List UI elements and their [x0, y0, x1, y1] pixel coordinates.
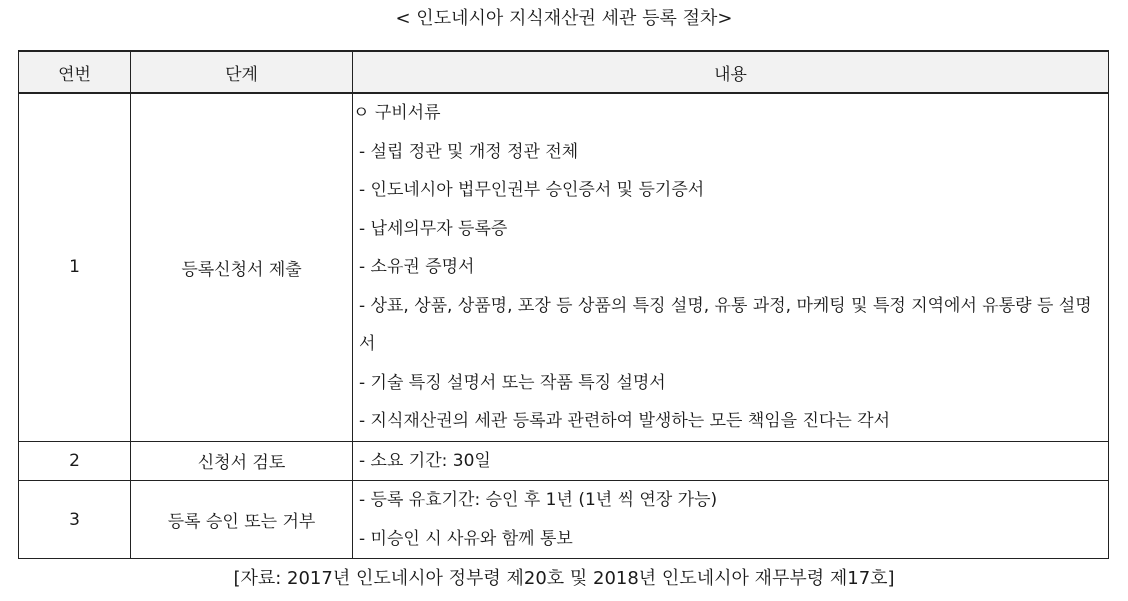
procedure-table [18, 50, 1109, 559]
row-number: 1 [19, 93, 131, 441]
content-line: - 소유권 증명서 [359, 257, 475, 277]
content-line: - 인도네시아 법무인권부 승인증서 및 등기증서 [359, 180, 705, 200]
table-row [19, 441, 1109, 481]
content-line: - 미승인 시 사유와 함께 통보 [359, 528, 573, 549]
content-line: ㅇ 구비서류 [353, 103, 441, 123]
content-line: - 등록 유효기간: 승인 후 1년 (1년 씩 연장 가능) [359, 490, 718, 510]
content-line: - 상표, 상품, 상품명, 포장 등 상품의 특징 설명, 유통 과정, 마케팅 및 특정 지역에서 유통량 등 설명서 [359, 295, 1092, 354]
table-header-row [19, 51, 1109, 93]
content-line: - 소요 기간: 30일 [359, 450, 491, 471]
table-row [19, 93, 1109, 441]
table-row [19, 481, 1109, 559]
header-number: 연번 [19, 51, 131, 93]
row-number: 3 [19, 481, 131, 559]
page-title: < 인도네시아 지식재산권 세관 등록 절차> [395, 8, 733, 29]
header-step: 단계 [131, 51, 353, 93]
content-line: - 설립 정관 및 개정 정관 전체 [359, 141, 579, 162]
content-line: - 기술 특징 설명서 또는 작품 특징 설명서 [359, 372, 666, 393]
content-line: - 지식재산권의 세관 등록과 관련하여 발생하는 모든 책임을 진다는 각서 [359, 411, 891, 431]
row-number: 2 [19, 441, 131, 481]
content-line: - 납세의무자 등록증 [359, 218, 508, 239]
row-content [353, 481, 1109, 559]
row-content [353, 93, 1109, 441]
source-citation: [자료: 2017년 인도네시아 정부령 제20호 및 2018년 인도네시아 재무부령 제17호] [233, 568, 895, 589]
row-step: 등록 승인 또는 거부 [131, 481, 353, 559]
row-step: 등록신청서 제출 [131, 93, 353, 441]
row-content [353, 441, 1109, 481]
header-content: 내용 [353, 51, 1109, 93]
row-step: 신청서 검토 [131, 441, 353, 481]
